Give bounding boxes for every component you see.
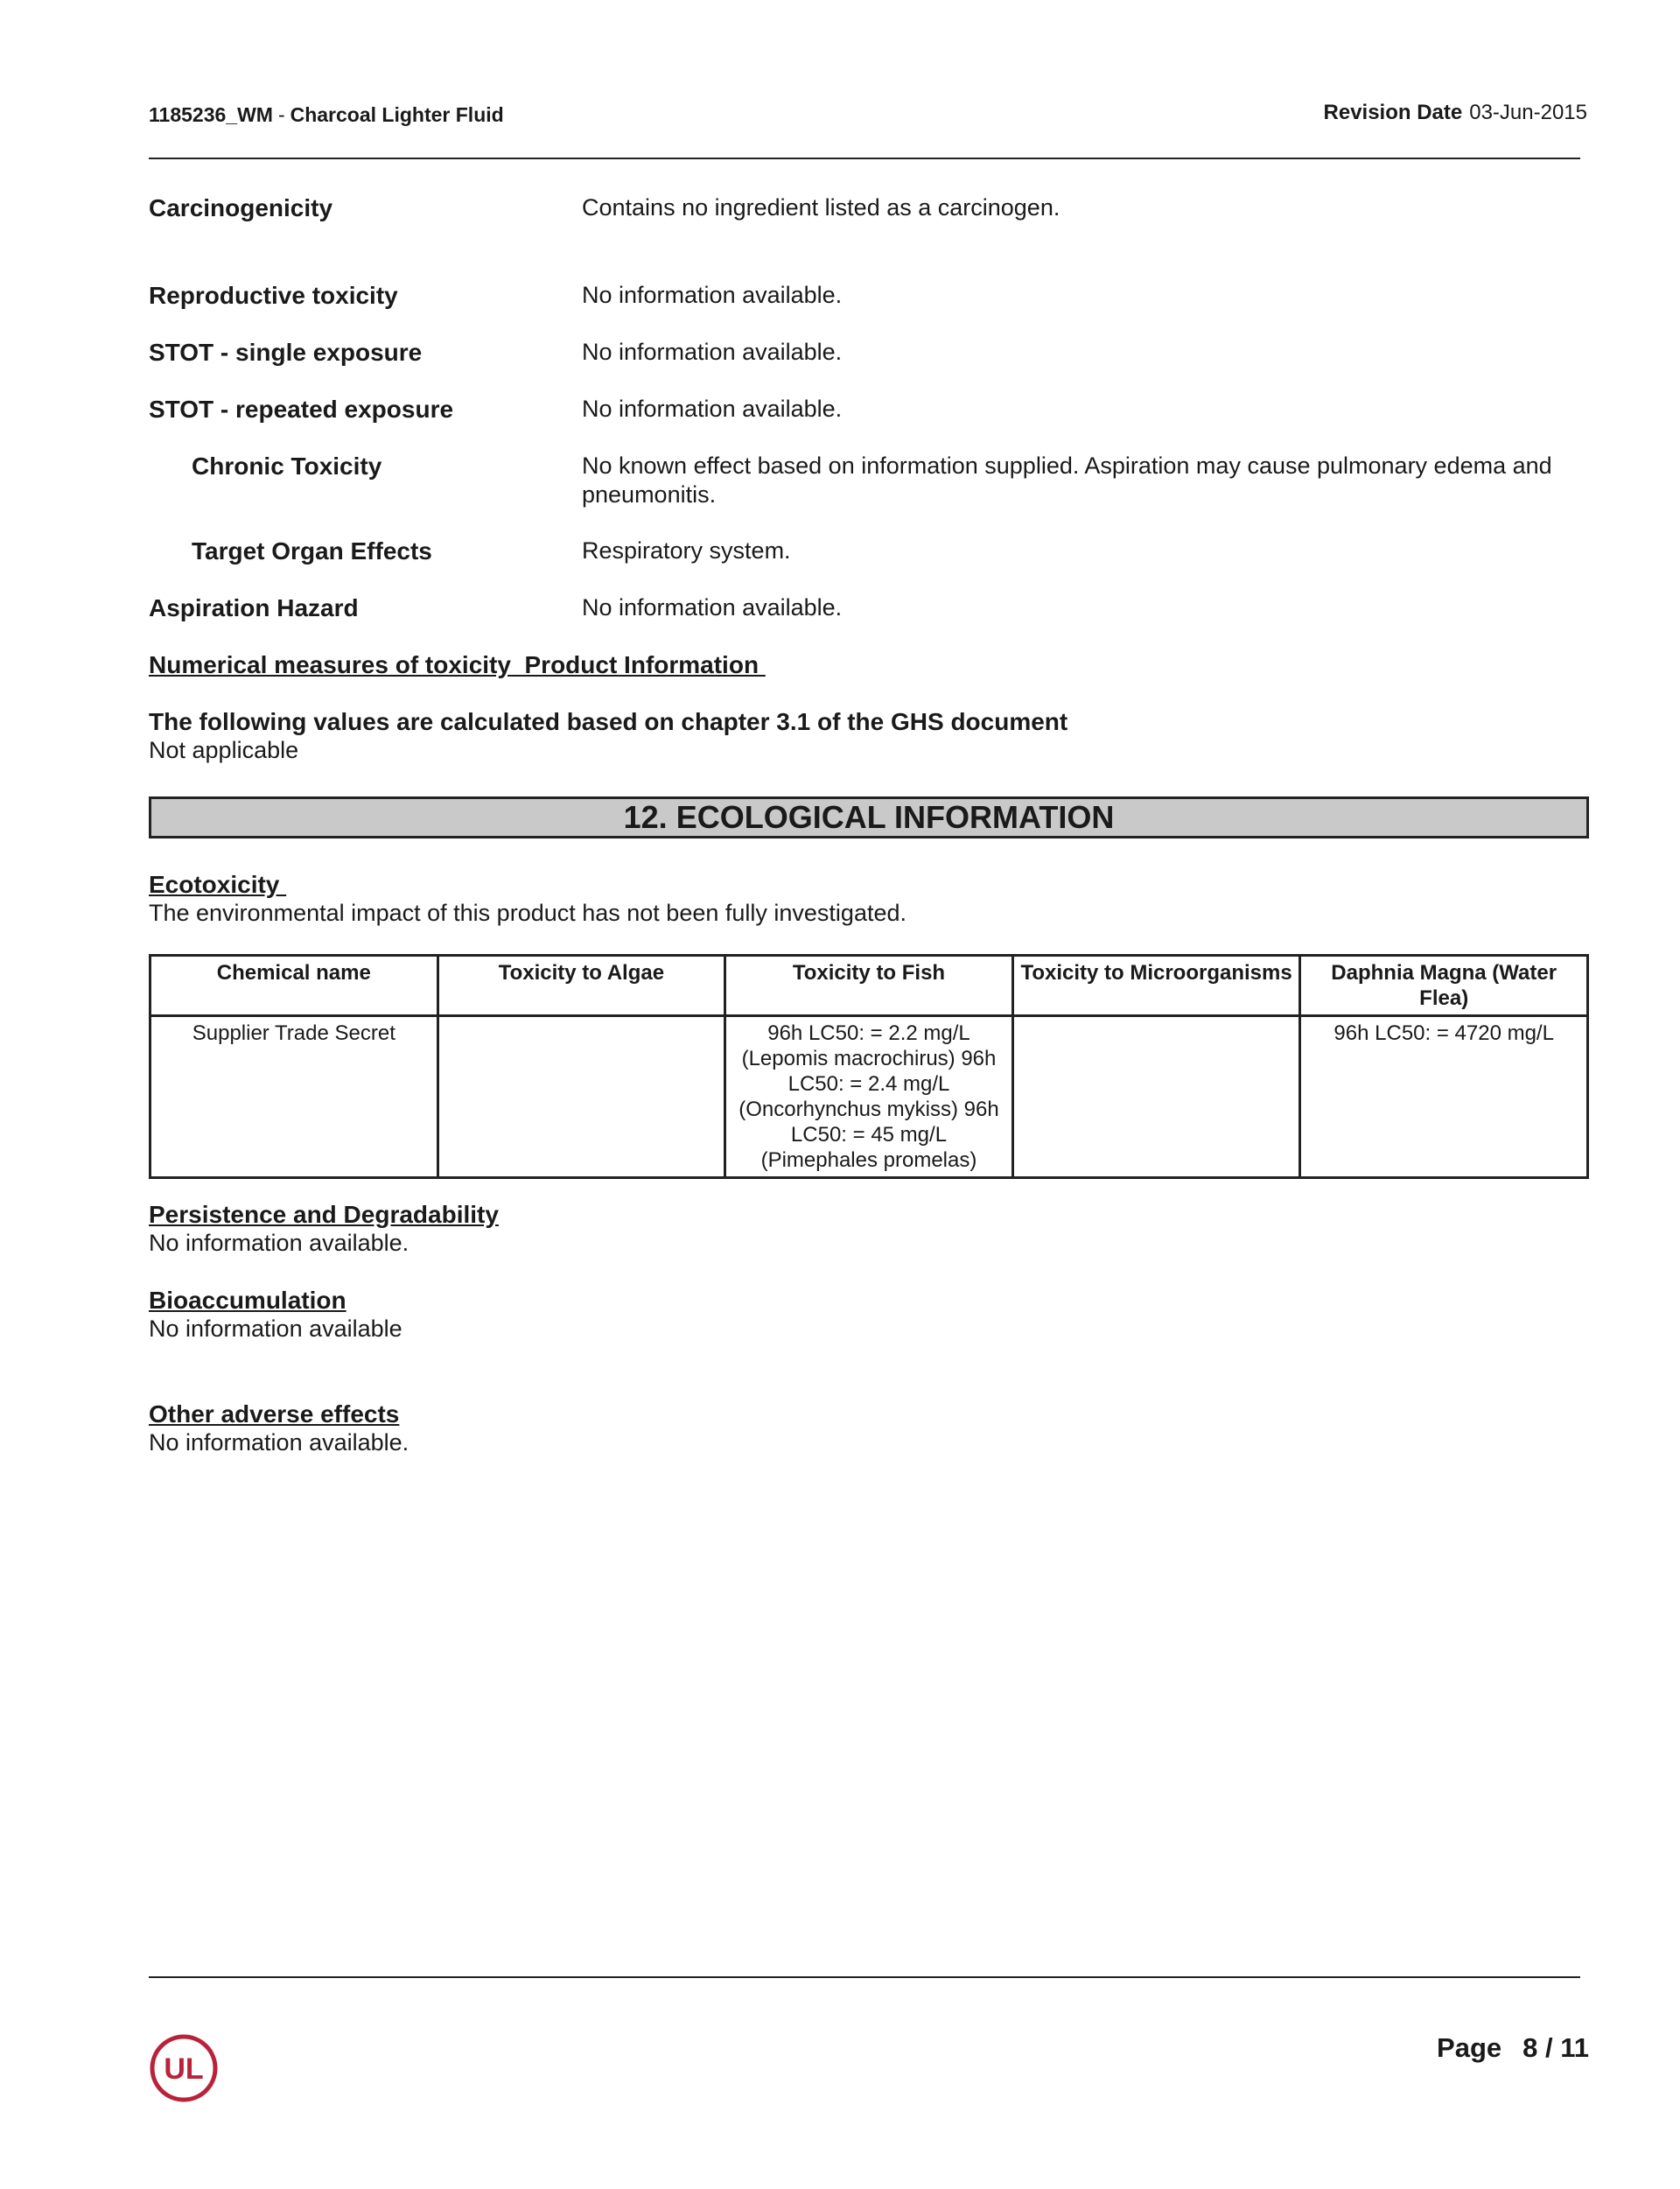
- other-effects-heading: Other adverse effects: [149, 1400, 400, 1428]
- target-organ-label: Target Organ Effects: [192, 537, 432, 565]
- reproductive-toxicity-label: Reproductive toxicity: [149, 282, 398, 309]
- stot-repeated-label: STOT - repeated exposure: [149, 396, 454, 423]
- cell-chemical-name: Supplier Trade Secret: [150, 1016, 438, 1178]
- col-daphnia-magna: Daphnia Magna (Water Flea): [1300, 956, 1588, 1016]
- ul-logo-text: UL: [164, 2052, 204, 2086]
- ghs-calc-note: The following values are calculated based on chapter 3.1 of the GHS document: [149, 708, 1068, 735]
- section-12-title: 12. ECOLOGICAL INFORMATION: [149, 796, 1589, 838]
- header-rule: [149, 158, 1580, 159]
- cell-daphnia-magna: 96h LC50: = 4720 mg/L: [1300, 1016, 1588, 1178]
- numerical-measures-heading: Numerical measures of toxicity Product Information: [149, 651, 766, 678]
- stot-single-label: STOT - single exposure: [149, 339, 423, 366]
- page-indicator: [1437, 2032, 1589, 2064]
- aspiration-hazard-value: No information available.: [582, 594, 843, 621]
- ecotoxicity-heading: Ecotoxicity: [149, 871, 287, 898]
- reproductive-toxicity-value: No information available.: [582, 282, 843, 308]
- ghs-calc-value: Not applicable: [149, 737, 299, 763]
- cell-toxicity-algae: [438, 1016, 725, 1178]
- page-label: Page: [1437, 2032, 1502, 2063]
- cell-toxicity-fish: 96h LC50: = 2.2 mg/L (Lepomis macrochirus) 96h LC50: = 2.4 mg/L (Oncorhynchus mykiss) 96h LC50: = 45 mg/L (Pimephales promelas): [725, 1016, 1013, 1178]
- ul-logo: [149, 2033, 219, 2103]
- doc-id: 1185236_WM: [149, 103, 273, 126]
- col-toxicity-fish: Toxicity to Fish: [725, 956, 1013, 1016]
- cell-toxicity-microorganisms: [1012, 1016, 1300, 1178]
- persistence-text: No information available.: [149, 1230, 410, 1256]
- bioaccumulation-heading: Bioaccumulation: [149, 1287, 346, 1314]
- revision-info: [1324, 101, 1587, 125]
- chronic-toxicity-value: No known effect based on information supplied. Aspiration may cause pulmonary edema and pneumonitis.: [582, 453, 1552, 508]
- table-header-row: [150, 956, 1588, 1016]
- header-separator: -: [277, 103, 285, 126]
- col-toxicity-microorganisms: Toxicity to Microorganisms: [1012, 956, 1300, 1016]
- bioaccumulation-text: No information available: [149, 1316, 402, 1342]
- ecotoxicity-text: The environmental impact of this product has not been fully investigated.: [149, 900, 906, 926]
- stot-repeated-value: No information available.: [582, 396, 843, 422]
- persistence-heading: Persistence and Degradability: [149, 1201, 499, 1228]
- revision-label: Revision Date: [1323, 101, 1463, 124]
- page-number: 8 / 11: [1522, 2032, 1589, 2063]
- other-effects-text: No information available.: [149, 1429, 410, 1456]
- document-header: [149, 103, 504, 127]
- footer-rule: [149, 1976, 1580, 1978]
- product-name: Charcoal Lighter Fluid: [290, 103, 504, 126]
- ecotoxicity-table: [149, 954, 1589, 1179]
- table-row: [150, 1016, 1588, 1178]
- revision-date: 03-Jun-2015: [1469, 101, 1587, 124]
- target-organ-value: Respiratory system.: [582, 537, 791, 564]
- aspiration-hazard-label: Aspiration Hazard: [149, 594, 359, 621]
- col-toxicity-algae: Toxicity to Algae: [438, 956, 725, 1016]
- carcinogenicity-label: Carcinogenicity: [149, 194, 333, 221]
- chronic-toxicity-label: Chronic Toxicity: [192, 453, 382, 480]
- carcinogenicity-value: Contains no ingredient listed as a carcinogen.: [582, 194, 1060, 221]
- col-chemical-name: Chemical name: [150, 956, 438, 1016]
- stot-single-value: No information available.: [582, 339, 843, 365]
